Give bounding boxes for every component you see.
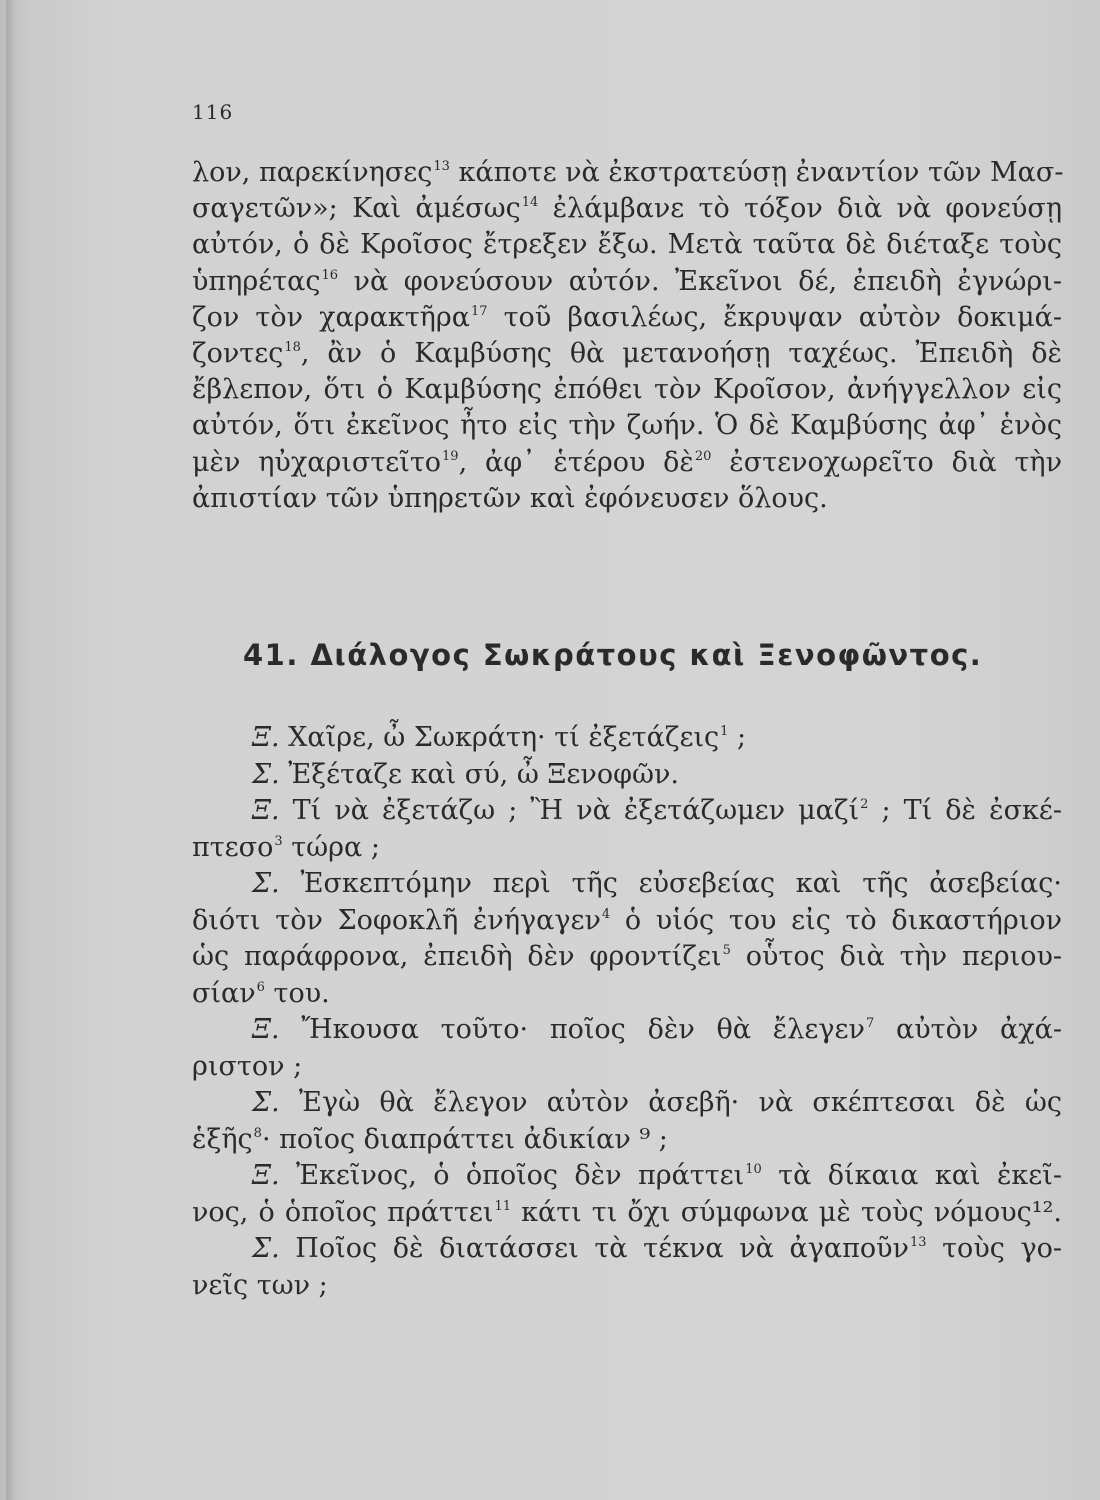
footnote-marker: 2 — [860, 797, 869, 812]
paragraph-line — [192, 336, 1062, 372]
footnote-marker: 11 — [494, 1198, 511, 1214]
paragraph-line — [192, 445, 1062, 481]
line-text: · ποῖος διαπράττει ἀδικίαν ⁹ ; — [261, 1123, 668, 1155]
speaker-label: Σ. — [252, 1233, 280, 1264]
line-text: πτεσο — [192, 831, 274, 863]
paragraph-line — [192, 300, 1062, 336]
dialogue-line — [192, 757, 1062, 794]
line-text: λον, παρεκίνησες — [192, 157, 433, 188]
line-text: νεῖς των ; — [192, 1269, 328, 1301]
footnote-marker: 7 — [865, 1016, 875, 1031]
page-number: 116 — [192, 100, 234, 124]
speaker-label: Σ. — [252, 758, 280, 790]
dialogue-line — [192, 1085, 1062, 1122]
line-text: ; Τί δὲ ἐσκέ- — [868, 795, 1063, 826]
line-text: σίαν — [192, 977, 256, 1009]
dialogue-line — [192, 903, 1062, 940]
line-text: διότι τὸν Σοφοκλῆ ἐνήγαγεν — [192, 904, 601, 936]
line-text: Ἐσκεπτόμην περὶ τῆς εὐσεβείας καὶ τῆς ἀσεβείας· — [279, 868, 1062, 899]
speaker-label: Σ. — [252, 868, 280, 899]
paragraph-line — [192, 155, 1062, 191]
line-text: σαγετῶν»; Καὶ ἀμέσως — [192, 193, 521, 225]
paragraph-line — [192, 227, 1062, 263]
line-text: , ἂν ὁ Καμβύσης θὰ μετανοήσῃ ταχέως. Ἐπειδὴ δὲ — [300, 338, 1062, 370]
page-gutter-shadow — [6, 0, 16, 1500]
narrative-paragraph — [192, 155, 1062, 517]
speaker-label: Σ. — [252, 1087, 280, 1118]
footnote-marker: 13 — [909, 1235, 927, 1250]
line-text: αὐτόν, ὁ δὲ Κροῖσος ἔτρεξεν ἔξω. Μετὰ ταῦτα δὲ διέταξε τοὺς — [192, 229, 1062, 261]
line-text: ὡς παράφρονα, ἐπειδὴ δὲν φροντίζει — [192, 941, 722, 972]
footnote-marker: 4 — [601, 906, 611, 922]
line-text: Τί νὰ ἐξετάζω ; Ἢ νὰ ἐξετάζωμεν μαζί — [279, 795, 860, 826]
footnote-marker: 19 — [442, 448, 459, 464]
line-text: ἀπιστίαν τῶν ὑπηρετῶν καὶ ἐφόνευσεν ὅλους. — [192, 482, 828, 514]
footnote-marker: 8 — [253, 1125, 262, 1141]
paragraph-line — [192, 191, 1062, 227]
paragraph-line — [192, 372, 1062, 408]
dialogue-line — [192, 1231, 1062, 1268]
line-text: ὁ υἱός του εἰς τὸ δικαστήριον — [610, 904, 1062, 936]
speaker-label: Ξ. — [252, 1160, 280, 1191]
line-text: ἔβλεπον, ὅτι ὁ Καμβύσης ἐπόθει τὸν Κροῖσον, ἀνήγγελλον εἰς — [192, 374, 1062, 406]
line-text: αὐτόν, ὅτι ἐκεῖνος ἦτο εἰς τὴν ζωήν. Ὁ δὲ Καμβύσης ἀφ᾽ ἑνὸς — [192, 410, 1062, 442]
line-text: ; — [728, 722, 747, 753]
line-text: κάποτε νὰ ἐκστρατεύσῃ ἐναντίον τῶν Μασ- — [449, 157, 1064, 188]
footnote-marker: 13 — [433, 159, 450, 174]
speaker-label: Ξ. — [252, 795, 280, 826]
line-text: Χαῖρε, ὦ Σωκράτη· τί ἐξετάζεις — [279, 722, 720, 753]
line-text: Ποῖος δὲ διατάσσει τὰ τέκνα νὰ ἀγαποῦν — [279, 1233, 909, 1264]
footnote-marker: 20 — [694, 448, 712, 464]
line-text: τώρα ; — [282, 831, 380, 863]
line-text: Ἤκουσα τοῦτο· ποῖος δὲν θὰ ἔλεγεν — [279, 1014, 865, 1045]
section-title: 41. Διάλογος Σωκράτους καὶ Ξενοφῶντος. — [243, 638, 983, 672]
line-text: ζον τὸν χαρακτῆρα — [192, 301, 470, 333]
line-text: ἑξῆς — [192, 1123, 253, 1155]
line-text: Ἐξέταζε καὶ σύ, ὦ Ξενοφῶν. — [279, 758, 679, 790]
line-text: νος, ὁ ὁποῖος πράττει — [192, 1196, 494, 1228]
paragraph-line — [192, 481, 1062, 517]
speaker-label: Ξ. — [252, 722, 280, 753]
line-text: ζοντες — [192, 338, 284, 370]
dialogue-line — [192, 830, 1062, 867]
dialogue-line — [192, 1122, 1062, 1159]
line-text: μὲν ηὐχαριστεῖτο — [192, 446, 442, 478]
line-text: , ἀφ᾽ ἑτέρου δὲ — [458, 446, 694, 478]
line-text: αὐτὸν ἀχά- — [874, 1014, 1062, 1045]
line-text: τοῦ βασιλέως, ἔκρυψαν αὐτὸν δοκιμά- — [487, 301, 1062, 333]
footnote-marker: 14 — [521, 195, 539, 211]
line-text: ἐστενοχωρεῖτο διὰ τὴν — [711, 446, 1062, 478]
line-text: του. — [264, 977, 330, 1009]
line-text: Ἐκεῖνος, ὁ ὁποῖος δὲν πράττει — [279, 1160, 745, 1191]
dialogue-section — [192, 720, 1062, 1304]
dialogue-line — [192, 939, 1062, 976]
footnote-marker: 16 — [321, 267, 339, 283]
dialogue-line — [192, 1049, 1062, 1086]
dialogue-line — [192, 866, 1062, 903]
speaker-label: Ξ. — [252, 1014, 280, 1045]
footnote-marker: 5 — [722, 943, 731, 958]
dialogue-line — [192, 1012, 1062, 1049]
line-text: ὑπηρέτας — [192, 265, 321, 297]
dialogue-line — [192, 976, 1062, 1013]
line-text: Ἐγὼ θὰ ἔλεγον αὐτὸν ἀσεβῆ· νὰ σκέπτεσαι δὲ ὡς — [279, 1087, 1062, 1118]
footnote-marker: 6 — [256, 979, 265, 995]
dialogue-line — [192, 1158, 1062, 1195]
line-text: ριστον ; — [192, 1050, 303, 1082]
dialogue-line — [192, 1195, 1062, 1232]
line-text: νὰ φονεύσουν αὐτόν. Ἐκεῖνοι δέ, ἐπειδὴ ἐγνώρι- — [338, 265, 1062, 297]
footnote-marker: 1 — [720, 724, 729, 739]
line-text: ἐλάμβανε τὸ τόξον διὰ νὰ φονεύσῃ — [538, 193, 1063, 225]
paragraph-line — [192, 264, 1062, 300]
dialogue-line — [192, 793, 1062, 830]
line-text: κάτι τι ὄχι σύμφωνα μὲ τοὺς νόμους¹². — [510, 1196, 1062, 1228]
dialogue-line — [192, 1268, 1062, 1305]
line-text: τὰ δίκαια καὶ ἐκεῖ- — [761, 1160, 1063, 1191]
footnote-marker: 17 — [470, 303, 488, 319]
footnote-marker: 18 — [284, 340, 301, 356]
dialogue-line — [192, 720, 1062, 757]
paragraph-line — [192, 408, 1062, 444]
line-text: τοὺς γο- — [926, 1233, 1062, 1264]
footnote-marker: 10 — [745, 1162, 762, 1177]
footnote-marker: 3 — [274, 833, 283, 849]
line-text: οὗτος διὰ τὴν περιου- — [730, 941, 1062, 972]
